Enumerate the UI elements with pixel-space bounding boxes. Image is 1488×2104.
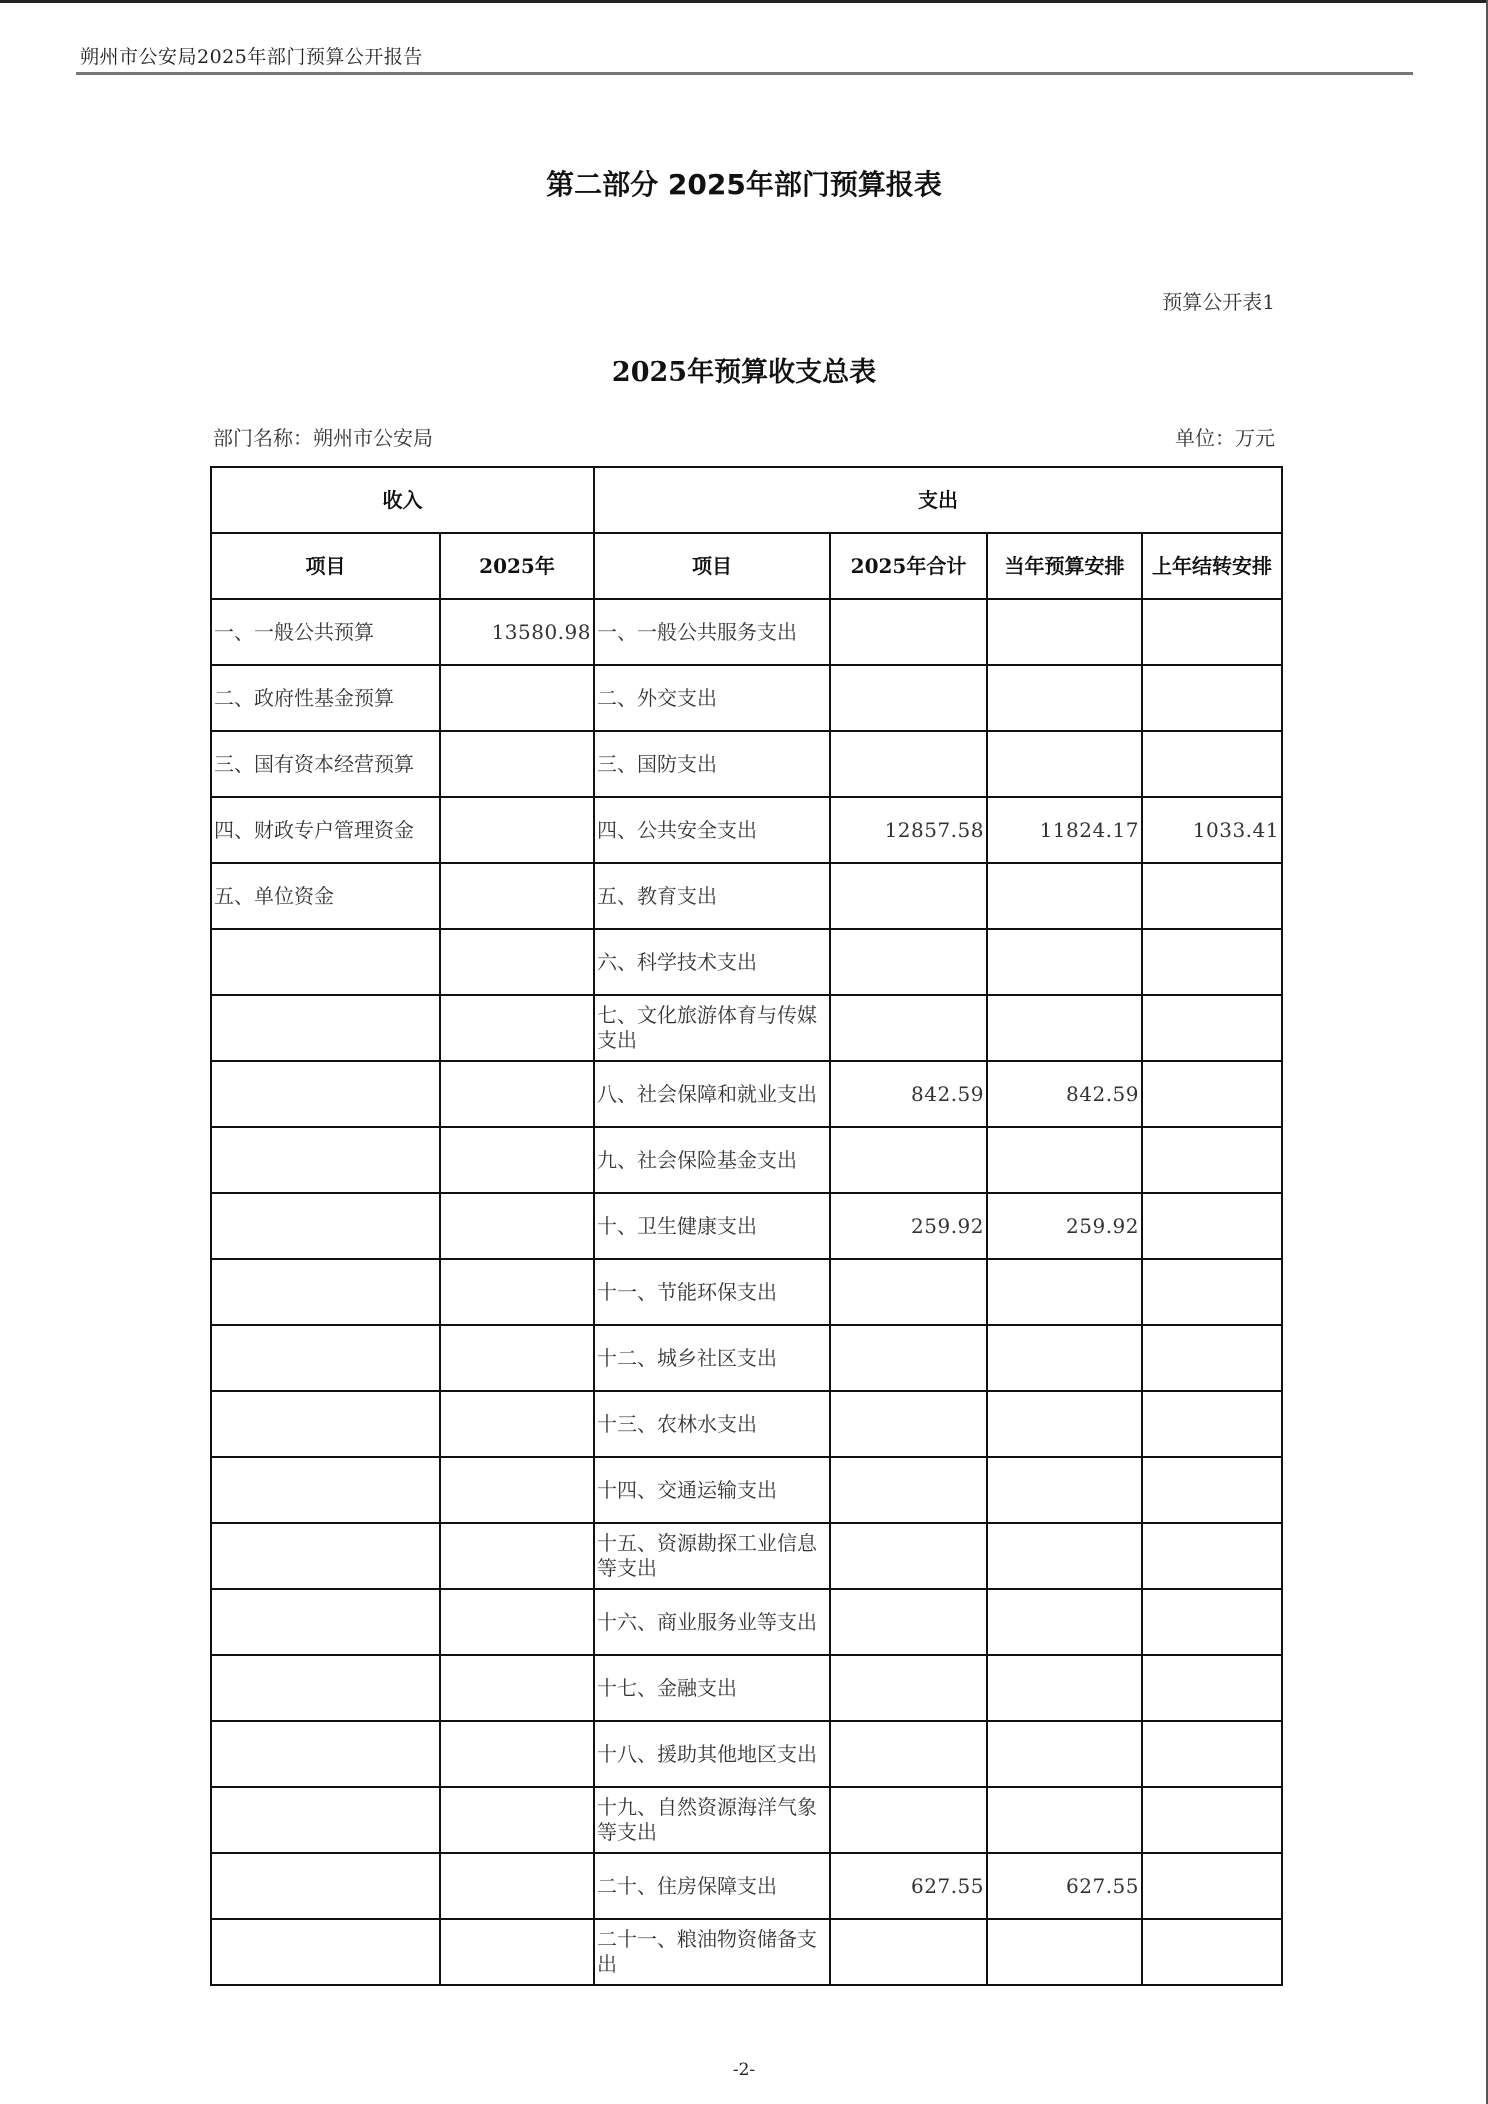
expense-item-cell: 九、社会保险基金支出: [594, 1127, 830, 1193]
income-amount-cell: [440, 863, 594, 929]
table-row: [211, 1589, 1282, 1655]
table-row: [211, 1457, 1282, 1523]
table-row: [211, 1853, 1282, 1919]
expense-item-cell: 十五、资源勘探工业信息等支出: [594, 1523, 830, 1589]
expense-item-cell: 六、科学技术支出: [594, 929, 830, 995]
expense-current-cell: [987, 1721, 1142, 1787]
budget-summary-table: [210, 466, 1283, 1986]
income-amount-cell: [440, 1721, 594, 1787]
expense-total-cell: [830, 1589, 987, 1655]
table-row: [211, 1127, 1282, 1193]
expense-total-cell: [830, 1391, 987, 1457]
expense-carryover-cell: [1142, 731, 1282, 797]
expense-total-cell: [830, 929, 987, 995]
income-amount-cell: [440, 1391, 594, 1457]
expense-item-cell: 十九、自然资源海洋气象等支出: [594, 1787, 830, 1853]
expense-current-cell: [987, 1523, 1142, 1589]
table-row: [211, 1721, 1282, 1787]
col-income-item: 项目: [211, 533, 440, 599]
table-row: [211, 1391, 1282, 1457]
income-amount-cell: 13580.98: [440, 599, 594, 665]
expense-current-cell: [987, 1391, 1142, 1457]
col-expense-carryover: 上年结转安排: [1142, 533, 1282, 599]
income-amount-cell: [440, 1127, 594, 1193]
expense-total-cell: [830, 995, 987, 1061]
expense-item-cell: 一、一般公共服务支出: [594, 599, 830, 665]
part-title: 第二部分 2025年部门预算报表: [546, 168, 942, 201]
expense-current-cell: [987, 1259, 1142, 1325]
expense-current-cell: [987, 929, 1142, 995]
expense-total-cell: [830, 731, 987, 797]
expense-current-cell: [987, 1127, 1142, 1193]
income-amount-cell: [440, 1523, 594, 1589]
header-divider: [76, 72, 1413, 75]
income-amount-cell: [440, 1259, 594, 1325]
expense-carryover-cell: [1142, 1259, 1282, 1325]
expense-current-cell: 11824.17: [987, 797, 1142, 863]
income-amount-cell: [440, 1589, 594, 1655]
expense-carryover-cell: [1142, 1325, 1282, 1391]
income-item-cell: [211, 1457, 440, 1523]
income-item-cell: [211, 1589, 440, 1655]
page-number: -2-: [732, 2060, 756, 2080]
expense-carryover-cell: [1142, 1655, 1282, 1721]
table-row: [211, 1523, 1282, 1589]
expense-carryover-cell: 1033.41: [1142, 797, 1282, 863]
expense-item-cell: 十八、援助其他地区支出: [594, 1721, 830, 1787]
expense-item-cell: 十、卫生健康支出: [594, 1193, 830, 1259]
expense-total-cell: [830, 863, 987, 929]
expense-item-cell: 十七、金融支出: [594, 1655, 830, 1721]
table-row: [211, 1061, 1282, 1127]
expense-current-cell: [987, 1325, 1142, 1391]
income-item-cell: [211, 1259, 440, 1325]
table-row: [211, 1655, 1282, 1721]
expense-item-cell: 二十一、粮油物资储备支出: [594, 1919, 830, 1985]
income-amount-cell: [440, 665, 594, 731]
expense-current-cell: [987, 731, 1142, 797]
expense-current-cell: [987, 1919, 1142, 1985]
table-number: 预算公开表1: [1162, 290, 1275, 314]
expense-carryover-cell: [1142, 1391, 1282, 1457]
income-item-cell: [211, 1523, 440, 1589]
expense-carryover-cell: [1142, 665, 1282, 731]
expense-current-cell: 842.59: [987, 1061, 1142, 1127]
expense-total-cell: [830, 665, 987, 731]
expense-carryover-cell: [1142, 995, 1282, 1061]
income-header: 收入: [211, 467, 594, 533]
expense-item-cell: 二十、住房保障支出: [594, 1853, 830, 1919]
expense-total-cell: [830, 1457, 987, 1523]
expense-carryover-cell: [1142, 1523, 1282, 1589]
expense-item-cell: 五、教育支出: [594, 863, 830, 929]
income-amount-cell: [440, 731, 594, 797]
expense-total-cell: [830, 1259, 987, 1325]
income-amount-cell: [440, 1655, 594, 1721]
expense-item-cell: 十四、交通运输支出: [594, 1457, 830, 1523]
income-amount-cell: [440, 1919, 594, 1985]
expense-total-cell: [830, 1325, 987, 1391]
expense-carryover-cell: [1142, 1853, 1282, 1919]
income-amount-cell: [440, 1325, 594, 1391]
expense-current-cell: 259.92: [987, 1193, 1142, 1259]
income-amount-cell: [440, 1193, 594, 1259]
expense-carryover-cell: [1142, 1919, 1282, 1985]
expense-total-cell: 259.92: [830, 1193, 987, 1259]
income-item-cell: 一、一般公共预算: [211, 599, 440, 665]
income-amount-cell: [440, 797, 594, 863]
expense-carryover-cell: [1142, 1193, 1282, 1259]
col-expense-current: 当年预算安排: [987, 533, 1142, 599]
expense-carryover-cell: [1142, 863, 1282, 929]
table-body: [211, 599, 1282, 1985]
income-amount-cell: [440, 929, 594, 995]
table-row: [211, 599, 1282, 665]
expense-current-cell: [987, 1589, 1142, 1655]
expense-item-cell: 十三、农林水支出: [594, 1391, 830, 1457]
expense-current-cell: [987, 995, 1142, 1061]
income-item-cell: 三、国有资本经营预算: [211, 731, 440, 797]
expense-item-cell: 十二、城乡社区支出: [594, 1325, 830, 1391]
table-row: [211, 797, 1282, 863]
col-expense-item: 项目: [594, 533, 830, 599]
table-row: [211, 665, 1282, 731]
expense-carryover-cell: [1142, 599, 1282, 665]
income-item-cell: [211, 1787, 440, 1853]
expense-header: 支出: [594, 467, 1282, 533]
income-item-cell: [211, 1655, 440, 1721]
income-item-cell: [211, 1127, 440, 1193]
income-item-cell: [211, 1193, 440, 1259]
table-row: [211, 929, 1282, 995]
income-amount-cell: [440, 1061, 594, 1127]
expense-current-cell: [987, 599, 1142, 665]
income-amount-cell: [440, 995, 594, 1061]
income-item-cell: [211, 1919, 440, 1985]
col-expense-total: 2025年合计: [830, 533, 987, 599]
expense-carryover-cell: [1142, 1721, 1282, 1787]
expense-carryover-cell: [1142, 1061, 1282, 1127]
expense-carryover-cell: [1142, 1589, 1282, 1655]
expense-total-cell: [830, 1721, 987, 1787]
income-item-cell: 二、政府性基金预算: [211, 665, 440, 731]
col-income-2025: 2025年: [440, 533, 594, 599]
income-item-cell: [211, 1391, 440, 1457]
expense-item-cell: 十一、节能环保支出: [594, 1259, 830, 1325]
income-amount-cell: [440, 1853, 594, 1919]
expense-current-cell: [987, 1655, 1142, 1721]
expense-total-cell: [830, 1919, 987, 1985]
expense-carryover-cell: [1142, 1457, 1282, 1523]
table-row: [211, 1919, 1282, 1985]
income-item-cell: [211, 1061, 440, 1127]
group-header-row: [211, 467, 1282, 533]
income-amount-cell: [440, 1787, 594, 1853]
expense-item-cell: 七、文化旅游体育与传媒支出: [594, 995, 830, 1061]
expense-item-cell: 八、社会保障和就业支出: [594, 1061, 830, 1127]
expense-total-cell: [830, 1127, 987, 1193]
income-item-cell: [211, 1325, 440, 1391]
table-row: [211, 1325, 1282, 1391]
income-amount-cell: [440, 1457, 594, 1523]
expense-total-cell: [830, 1523, 987, 1589]
expense-item-cell: 十六、商业服务业等支出: [594, 1589, 830, 1655]
table-row: [211, 1193, 1282, 1259]
expense-total-cell: [830, 599, 987, 665]
unit-label: 单位：万元: [1175, 426, 1275, 450]
running-header: 朔州市公安局2025年部门预算公开报告: [80, 46, 423, 68]
table-row: [211, 731, 1282, 797]
table-row: [211, 995, 1282, 1061]
expense-current-cell: 627.55: [987, 1853, 1142, 1919]
expense-carryover-cell: [1142, 1127, 1282, 1193]
income-item-cell: [211, 995, 440, 1061]
expense-total-cell: [830, 1655, 987, 1721]
expense-current-cell: [987, 1787, 1142, 1853]
expense-total-cell: 627.55: [830, 1853, 987, 1919]
expense-current-cell: [987, 1457, 1142, 1523]
income-item-cell: 五、单位资金: [211, 863, 440, 929]
table-row: [211, 1259, 1282, 1325]
expense-current-cell: [987, 863, 1142, 929]
expense-current-cell: [987, 665, 1142, 731]
income-item-cell: [211, 1853, 440, 1919]
income-item-cell: [211, 929, 440, 995]
expense-carryover-cell: [1142, 929, 1282, 995]
income-item-cell: [211, 1721, 440, 1787]
expense-item-cell: 四、公共安全支出: [594, 797, 830, 863]
expense-item-cell: 二、外交支出: [594, 665, 830, 731]
expense-total-cell: [830, 1787, 987, 1853]
expense-total-cell: 12857.58: [830, 797, 987, 863]
income-item-cell: 四、财政专户管理资金: [211, 797, 440, 863]
page-top-border: [0, 0, 1488, 3]
expense-carryover-cell: [1142, 1787, 1282, 1853]
expense-item-cell: 三、国防支出: [594, 731, 830, 797]
department-name: 部门名称：朔州市公安局: [213, 426, 433, 450]
table-title: 2025年预算收支总表: [611, 357, 877, 388]
table-row: [211, 1787, 1282, 1853]
column-header-row: [211, 533, 1282, 599]
table-row: [211, 863, 1282, 929]
expense-total-cell: 842.59: [830, 1061, 987, 1127]
